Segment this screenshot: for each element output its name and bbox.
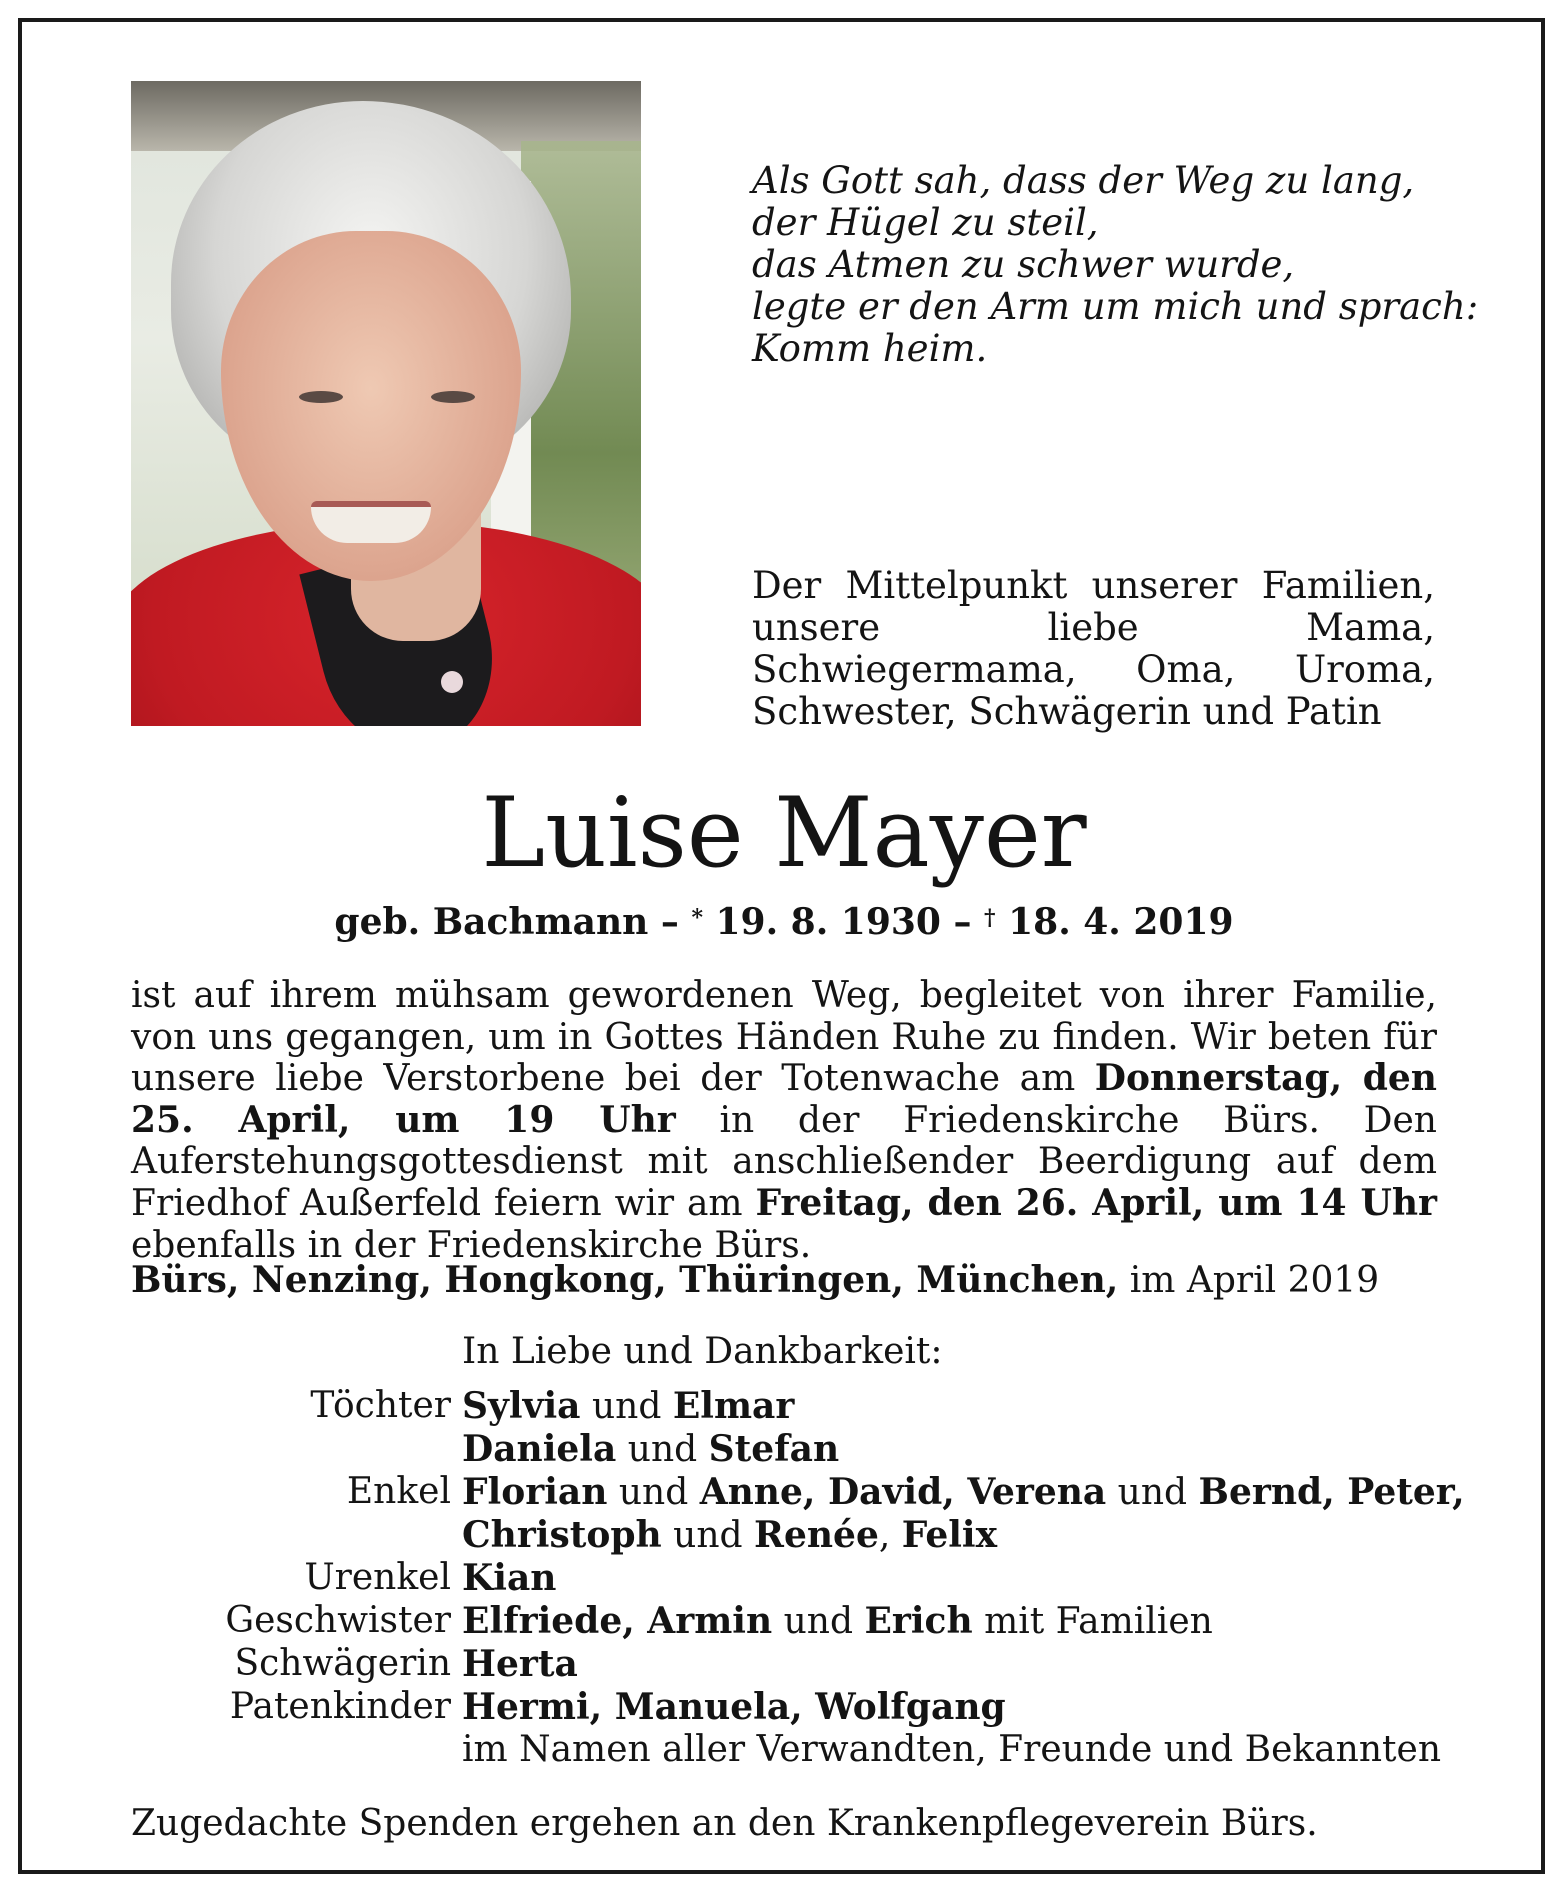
- family-row: [131, 1514, 1437, 1557]
- intro-text: Der Mittelpunkt unserer Familien, unsere liebe Mama, Schwiegermama, Oma, Uroma, Schwester, Schwägerin und Patin: [752, 564, 1435, 733]
- relation-label: [131, 1514, 462, 1557]
- family-row: [131, 1643, 1437, 1686]
- poem-line: der Hügel zu steil,: [752, 201, 1099, 244]
- person-name: Erich: [864, 1600, 973, 1642]
- dates-dash: –: [940, 901, 985, 943]
- family-row: [131, 1600, 1437, 1643]
- connector: und: [607, 1472, 700, 1513]
- person-name: Elfriede, Armin: [462, 1600, 773, 1642]
- person-name: Stefan: [708, 1428, 840, 1470]
- person-name: Felix: [901, 1514, 998, 1556]
- person-name: Bernd, Peter,: [1198, 1471, 1465, 1513]
- family-row: [131, 1428, 1437, 1471]
- relation-names: [462, 1600, 1437, 1643]
- family-row: [131, 1729, 1442, 1771]
- connector: ,: [878, 1515, 902, 1556]
- person-name: Christoph: [462, 1514, 662, 1556]
- connector: und: [580, 1386, 673, 1427]
- relation-label: Geschwister: [225, 1600, 451, 1641]
- body-text-part: in der Friedenskirche Bürs. Den Auferstehungsgottesdienst mit anschließender Beerdigung auf dem Friedhof Außerfeld feiern wir am: [131, 1099, 1437, 1224]
- person-name: Herta: [462, 1643, 578, 1685]
- places-date: im April 2019: [1118, 1260, 1380, 1301]
- person-name: Renée: [754, 1514, 879, 1556]
- poem-line: Komm heim.: [752, 327, 988, 370]
- wake-date: Donnerstag, den 25. April, um 19 Uhr: [131, 1057, 1437, 1141]
- relation-label: Urenkel: [304, 1557, 451, 1598]
- body-text-part: ist auf ihrem mühsam gewordenen Weg, begleitet von ihrer Familie, von uns gegangen, um in Gottes Händen Ruhe zu finden. Wir beten für unsere liebe Verstorbene bei der Totenwache am: [131, 975, 1437, 1100]
- deceased-name: Luise Mayer: [481, 777, 1087, 889]
- relation-names: [462, 1471, 1465, 1514]
- family-row: [131, 1686, 1437, 1729]
- places-list: Bürs, Nenzing, Hongkong, Thüringen, München,: [131, 1259, 1119, 1301]
- connector: und: [616, 1429, 709, 1470]
- photo-eye-right: [431, 391, 475, 403]
- body-text-part: ebenfalls in der Friedenskirche Bürs.: [131, 1224, 812, 1266]
- relation-label: Schwägerin: [234, 1643, 451, 1684]
- person-name: Anne, David, Verena: [699, 1471, 1107, 1513]
- life-dates: [131, 900, 1437, 944]
- relation-label: Töchter: [310, 1385, 451, 1426]
- connector: mit Familien: [972, 1601, 1213, 1642]
- dates-dash: –: [648, 901, 692, 943]
- family-row: [131, 1557, 1437, 1600]
- relation-names: [462, 1643, 1437, 1686]
- relation-names: [462, 1385, 1437, 1428]
- relation-label: [131, 1729, 462, 1771]
- funeral-date: Freitag, den 26. April, um 14 Uhr: [755, 1181, 1437, 1224]
- poem-line: Als Gott sah, dass der Weg zu lang,: [752, 159, 1415, 202]
- portrait-photo: [131, 81, 641, 726]
- relation-label: [131, 1428, 462, 1471]
- death-symbol: †: [984, 905, 996, 931]
- person-name: Florian: [462, 1471, 608, 1513]
- person-name: Sylvia: [462, 1385, 581, 1427]
- poem-line: legte er den Arm um mich und sprach:: [752, 285, 1479, 328]
- family-row: [131, 1385, 1437, 1428]
- poem: [752, 159, 1479, 370]
- person-name: Kian: [462, 1557, 557, 1599]
- relation-names: [462, 1514, 1437, 1557]
- relation-names: [462, 1557, 1437, 1600]
- family-row: [131, 1471, 1465, 1514]
- relation-names: [462, 1428, 1437, 1471]
- birth-symbol: *: [691, 905, 703, 931]
- thanks-line: In Liebe und Dankbarkeit:: [462, 1331, 943, 1372]
- places-line: [131, 1258, 1437, 1303]
- photo-eye-left: [299, 391, 343, 403]
- closing-line: im Namen aller Verwandten, Freunde und Bekannten: [462, 1729, 1442, 1770]
- relation-label: Enkel: [346, 1471, 451, 1512]
- birth-date: 19. 8. 1930: [702, 901, 941, 943]
- announcement-text: [131, 975, 1437, 1266]
- person-name: Hermi, Manuela, Wolfgang: [462, 1686, 1006, 1728]
- family-list: [131, 1385, 1465, 1771]
- maiden-name: geb. Bachmann: [334, 901, 649, 943]
- connector: und: [661, 1515, 755, 1556]
- photo-smile: [311, 501, 431, 543]
- person-name: Elmar: [672, 1385, 795, 1427]
- photo-cardigan-button: [441, 671, 463, 693]
- poem-line: das Atmen zu schwer wurde,: [752, 243, 1295, 286]
- death-date: 18. 4. 2019: [995, 901, 1234, 943]
- relation-names: [462, 1686, 1437, 1729]
- relation-label: Patenkinder: [229, 1686, 451, 1727]
- person-name: Daniela: [462, 1428, 617, 1470]
- connector: und: [1106, 1472, 1199, 1513]
- donation-note: Zugedachte Spenden ergehen an den Krankenpflegeverein Bürs.: [131, 1803, 1318, 1844]
- connector: und: [772, 1601, 865, 1642]
